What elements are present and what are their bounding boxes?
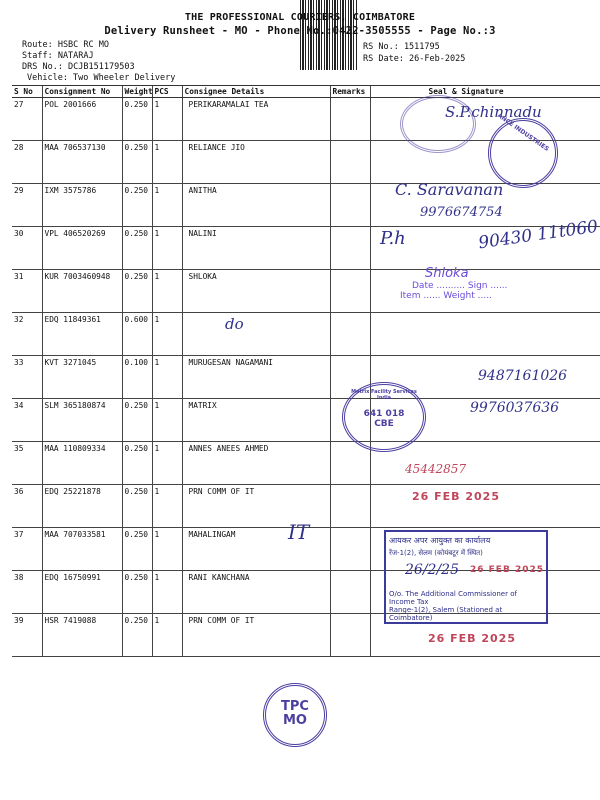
cell-consignee: RELIANCE JIO [182,141,330,184]
cell-weight: 0.250 [122,184,152,227]
cell-consignment: MAA 110809334 [42,442,122,485]
rs-number: RS No.: 1511795 [363,42,440,52]
signature-32: do [225,315,244,333]
income-tax-stamp: आयकर अपर आयुक्त का कार्यालय रेंज-1(2), सेलम (कोयंबटूर में स्थित) O/o. The Additional Commissioner of Income Tax Range-1(2), Salem (Stationed at Coimbatore) [384,530,548,624]
cell-weight: 0.100 [122,356,152,399]
cell-remarks [330,227,370,270]
cell-pcs: 1 [152,528,182,571]
cell-pcs: 1 [152,184,182,227]
cell-consignee: ANITHA [182,184,330,227]
cell-weight: 0.250 [122,141,152,184]
runsheet-subtitle: Delivery Runsheet - MO - Phone No.:0422-3505555 - Page No.:3 [104,25,496,37]
cell-consignment: MAA 706537130 [42,141,122,184]
cell-consignee: PERIKARAMALAI TEA [182,98,330,141]
cell-consignment: SLM 365180874 [42,399,122,442]
col-sno: S No [12,86,42,98]
cell-consignment: KVT 3271045 [42,356,122,399]
cell-consignment: EDQ 11849361 [42,313,122,356]
col-remarks: Remarks [330,86,370,98]
col-consignee: Consignee Details [182,86,330,98]
signature-27: S.P.chinnadu [445,103,542,121]
cell-pcs: 1 [152,98,182,141]
matrix-round-stamp: Matrix Facility Services India 641 018 CBE [342,382,426,452]
vehicle-label: Vehicle: Two Wheeler Delivery [27,73,176,83]
cell-weight: 0.250 [122,270,152,313]
cell-consignee: ANNES ANEES AHMED [182,442,330,485]
cell-sno: 31 [12,270,42,313]
cell-sno: 34 [12,399,42,442]
col-consignment: Consignment No [42,86,122,98]
cell-weight: 0.250 [122,614,152,657]
cell-weight: 0.250 [122,399,152,442]
cell-consignment: EDQ 16750991 [42,571,122,614]
cell-pcs: 1 [152,485,182,528]
cell-consignee: NALINI [182,227,330,270]
staff-label: Staff: NATARAJ [22,51,94,61]
cell-weight: 0.600 [122,313,152,356]
cell-sno: 28 [12,141,42,184]
cell-pcs: 1 [152,227,182,270]
cell-remarks [330,528,370,571]
drs-label: DRS No.: DCJB151179503 [22,62,135,72]
cell-consignment: VPL 406520269 [42,227,122,270]
cell-consignee: MAHALINGAM [182,528,330,571]
cell-weight: 0.250 [122,227,152,270]
date-stamp-1: 26 FEB 2025 [412,490,500,503]
cell-sno: 27 [12,98,42,141]
cell-pcs: 1 [152,313,182,356]
date-stamp-3: 26 FEB 2025 [428,632,516,645]
phone-33: 9487161026 [478,368,568,384]
industries-stamp: ANCE INDUSTRIES [488,118,558,188]
cell-sno: 30 [12,227,42,270]
cell-sno: 38 [12,571,42,614]
cell-pcs: 1 [152,141,182,184]
cell-remarks [330,270,370,313]
cell-sno: 37 [12,528,42,571]
signature-29: C. Saravanan [395,180,504,199]
table-row [12,184,600,227]
cell-consignment: EDQ 25221878 [42,485,122,528]
col-pcs: PCS [152,86,182,98]
date-handwritten-38: 26/2/25 [405,562,459,578]
cell-weight: 0.250 [122,485,152,528]
cell-consignment: IXM 3575786 [42,184,122,227]
cell-remarks [330,571,370,614]
cell-remarks [330,485,370,528]
cell-pcs: 1 [152,614,182,657]
cell-seal [370,141,600,184]
cell-sno: 39 [12,614,42,657]
cell-sno: 32 [12,313,42,356]
cell-consignee: MATRIX [182,399,330,442]
cell-sno: 29 [12,184,42,227]
cell-pcs: 1 [152,399,182,442]
company-title: THE PROFESSIONAL COURIERS, COIMBATORE [184,12,416,23]
cell-consignee [182,313,330,356]
cell-consignment: KUR 7003460948 [42,270,122,313]
cell-consignee: PRN COMM OF IT [182,485,330,528]
cell-pcs: 1 [152,270,182,313]
cell-consignee: SHLOKA [182,270,330,313]
cell-consignment: HSR 7419088 [42,614,122,657]
cell-weight: 0.250 [122,528,152,571]
cell-pcs: 1 [152,442,182,485]
date-stamp-2: 26 FEB 2025 [470,565,544,575]
cell-pcs: 1 [152,356,182,399]
cell-remarks [330,614,370,657]
cell-weight: 0.250 [122,442,152,485]
cell-remarks [330,313,370,356]
cell-remarks [330,98,370,141]
cell-weight: 0.250 [122,571,152,614]
cell-remarks [330,141,370,184]
cell-sno: 33 [12,356,42,399]
phone-30: 90430 11t060 [477,216,600,254]
cell-consignee: MURUGESAN NAGAMANI [182,356,330,399]
signature-30: P.h [380,228,406,249]
table-header-row [12,86,600,98]
cell-sno: 36 [12,485,42,528]
col-weight: Weight [122,86,152,98]
cell-pcs: 1 [152,571,182,614]
cell-consignee: RANI KANCHANA [182,571,330,614]
route-label: Route: HSBC RC MO [22,40,109,50]
rs-date: RS Date: 26-Feb-2025 [363,54,466,64]
phone-29: 9976674754 [420,205,503,220]
phone-34: 9976037636 [470,400,560,416]
cell-remarks [330,184,370,227]
handwriting-37: IT [288,520,310,544]
cell-sno: 35 [12,442,42,485]
cell-weight: 0.250 [122,98,152,141]
table-row [12,442,600,485]
col-seal: Seal & Signature [370,86,600,98]
tpc-mo-stamp: TPC MO [263,683,327,747]
reference-36: 45442857 [405,462,467,476]
cell-consignment: MAA 707033581 [42,528,122,571]
shloka-stamp: Shloka Date .......... Sign ...... Item ...... Weight ..... [400,266,508,301]
cell-consignee: PRN COMM OF IT [182,614,330,657]
cell-consignment: POL 2001666 [42,98,122,141]
